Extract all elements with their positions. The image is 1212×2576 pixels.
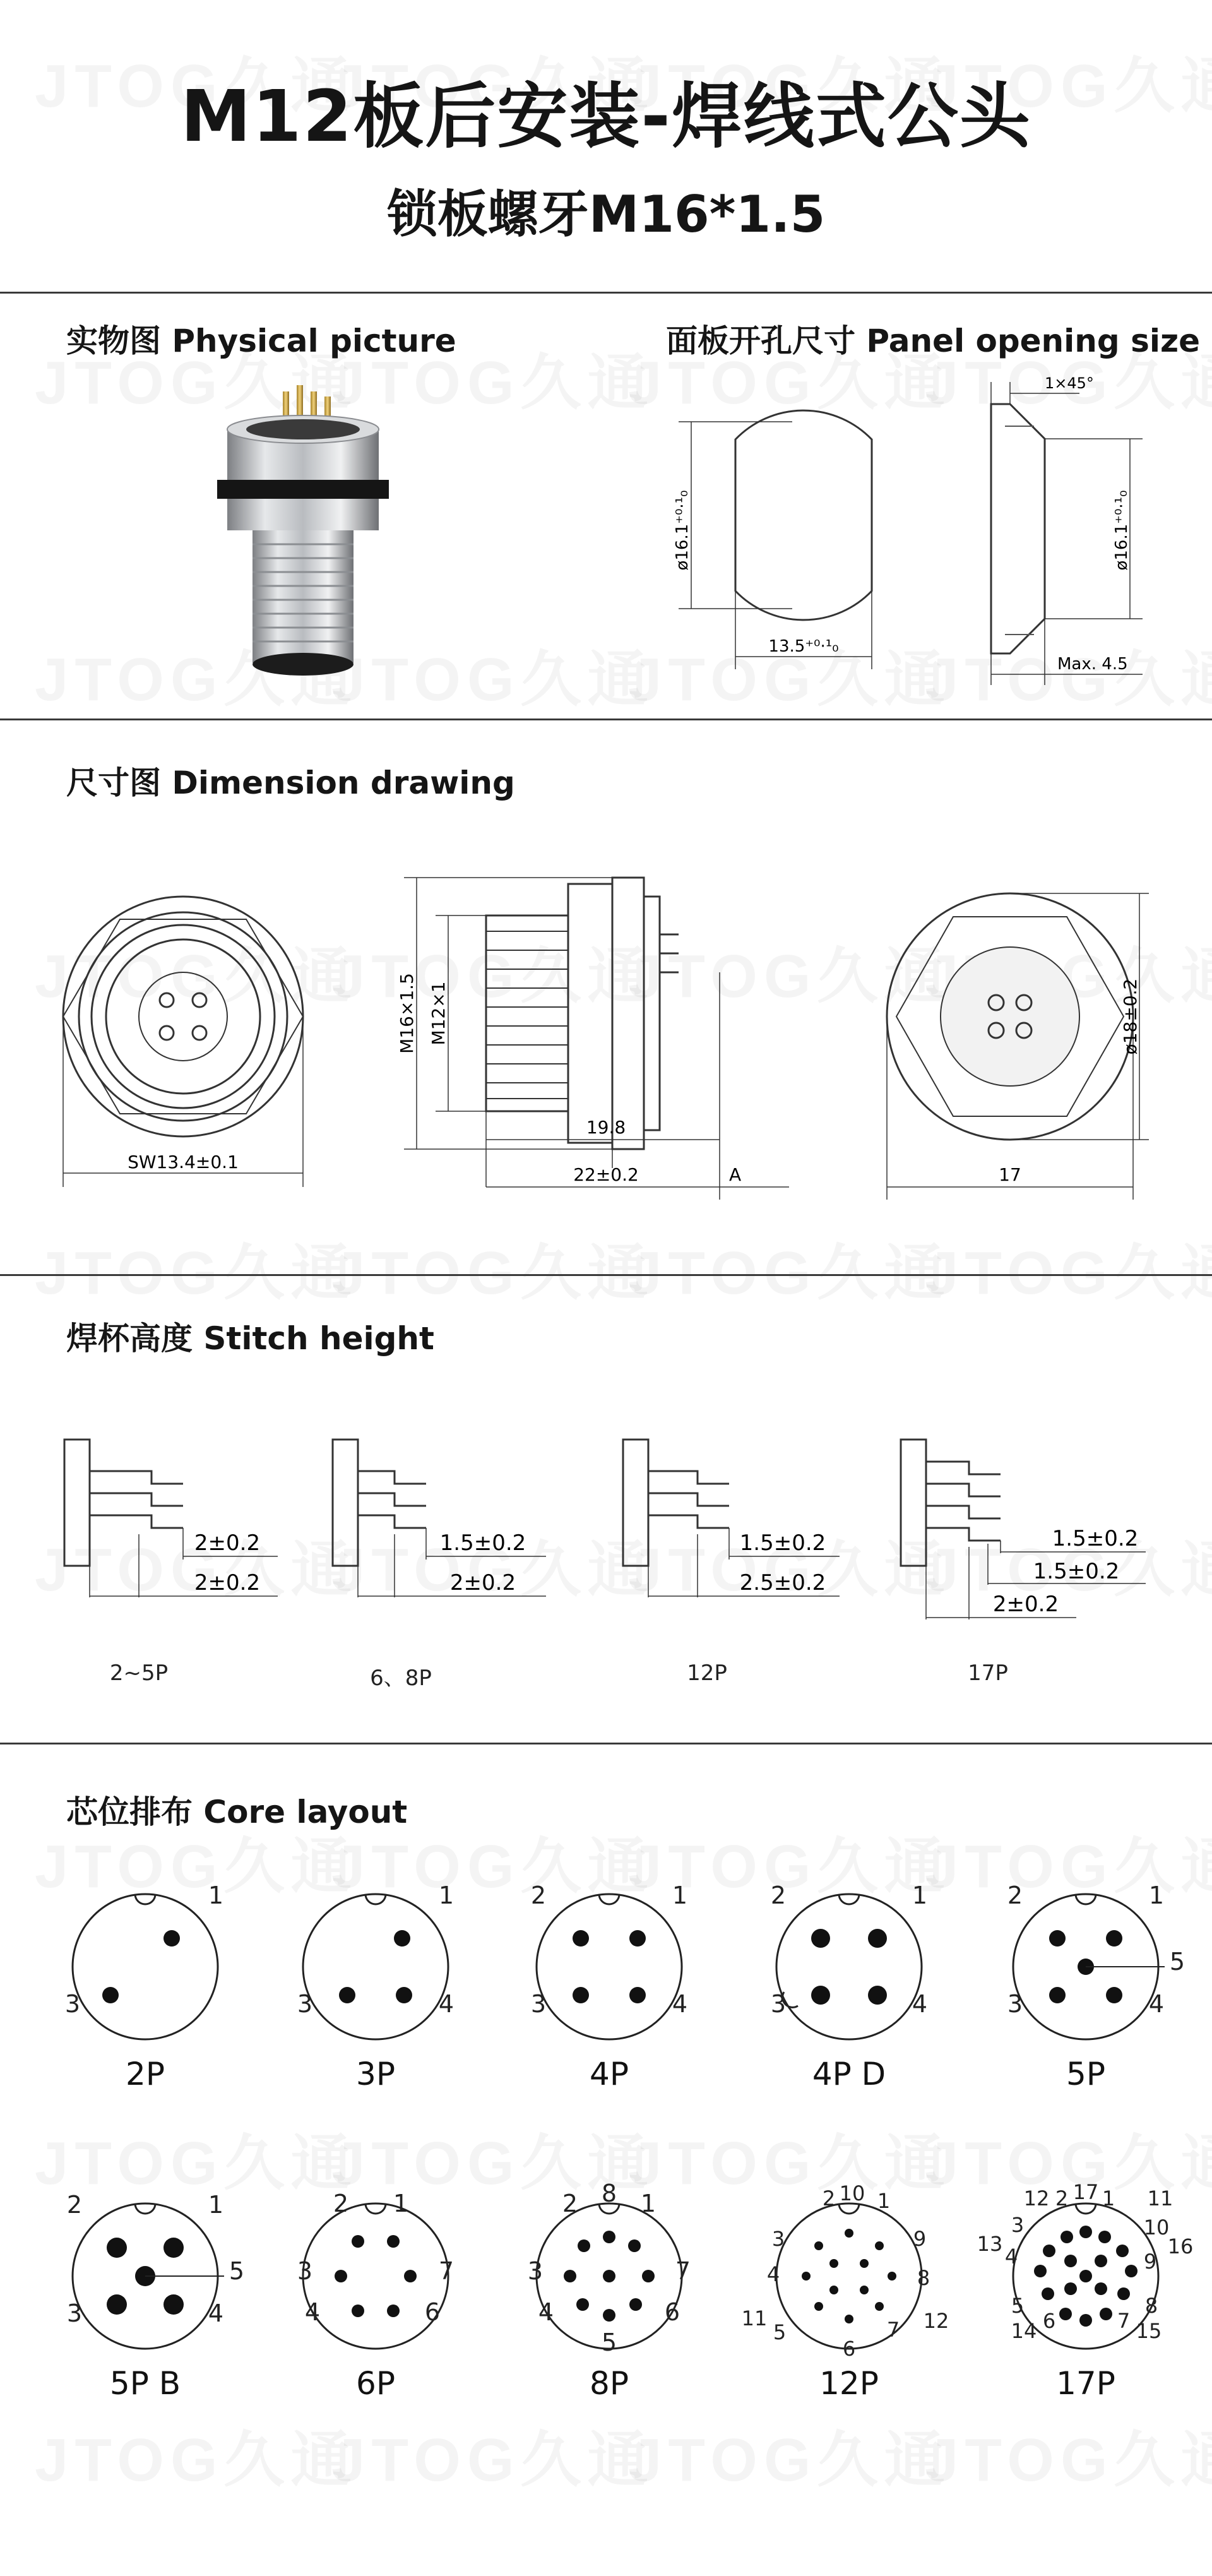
pin-dot xyxy=(814,2241,823,2250)
stitch-dim: 1.5±0.2 xyxy=(439,1530,526,1556)
pin-dot xyxy=(603,2231,615,2243)
pin-number: 7 xyxy=(438,2257,454,2285)
core-layout-name: 8P xyxy=(590,2365,629,2402)
dim-a: A xyxy=(729,1164,742,1185)
pin-dot xyxy=(1059,2308,1072,2320)
dim-m16: M16×1.5 xyxy=(396,973,417,1054)
core-layout-5p xyxy=(972,1856,1199,2096)
pin-number: 8 xyxy=(917,2266,930,2290)
pin-dot xyxy=(564,2270,576,2282)
pin-number: 6 xyxy=(842,2337,856,2361)
pin-dot xyxy=(875,2302,884,2311)
pin-dot xyxy=(845,2315,853,2323)
stitch-dim: 2±0.2 xyxy=(194,1530,261,1556)
watermark-text xyxy=(35,2412,358,2498)
pin-dot xyxy=(845,2229,853,2238)
pin-number: 4 xyxy=(912,1990,928,2018)
pin-dot xyxy=(394,1930,410,1947)
pin-number: 4 xyxy=(208,2299,224,2327)
pin-dot xyxy=(868,1986,887,2005)
pin-number: 3 xyxy=(66,2299,83,2327)
pin-dot xyxy=(629,1987,646,2003)
pin-number: 2 xyxy=(1007,1881,1023,1909)
core-layout-name: 12P xyxy=(819,2365,879,2402)
pin-dot xyxy=(1064,2255,1077,2267)
pin-dot xyxy=(1100,2308,1112,2320)
pin-dot xyxy=(603,2309,615,2322)
stitch-dim: 2±0.2 xyxy=(449,1570,516,1595)
core-layout-name: 3P xyxy=(356,2056,395,2092)
pin-number: 5 xyxy=(229,2257,245,2285)
stitch-label: 17P xyxy=(968,1661,1008,1686)
section-title-core: 芯位排布 Core layout xyxy=(66,1794,408,1830)
pin-number: 15 xyxy=(1136,2319,1162,2343)
pin-dot xyxy=(163,1930,180,1947)
pin-number: 1 xyxy=(912,1881,928,1909)
pin-dot xyxy=(1034,2265,1047,2277)
pin-number: 4 xyxy=(1148,1990,1165,2018)
core-layout-name: 6P xyxy=(356,2365,395,2402)
pin-dot xyxy=(814,2302,823,2311)
pin-dot xyxy=(860,2259,869,2268)
pin-dot xyxy=(396,1987,412,2003)
coding-key xyxy=(839,1894,859,1904)
pin-dot xyxy=(352,2235,364,2248)
pin-number: 14 xyxy=(1011,2319,1037,2343)
pin-dot xyxy=(1106,1930,1122,1947)
pin-number: 3 xyxy=(770,1990,787,2018)
pin-number: 4 xyxy=(538,2298,554,2326)
pin-dot xyxy=(573,1987,589,2003)
pin-dot xyxy=(860,2286,869,2294)
pin-dot xyxy=(1098,2231,1111,2243)
pin-dot xyxy=(1043,2245,1055,2257)
pin-number: 9 xyxy=(1143,2250,1157,2274)
stitch-drawing-17p xyxy=(893,1427,1158,1654)
pin-number: 5 xyxy=(773,2320,787,2344)
dim-dia2: ø16.1⁺⁰·¹₀ xyxy=(1112,490,1131,571)
pin-dot xyxy=(628,2239,641,2252)
core-layout-17p xyxy=(972,2166,1199,2406)
watermark-text xyxy=(331,1225,655,1311)
pin-dot xyxy=(629,1930,646,1947)
watermark-text xyxy=(628,1225,951,1311)
pin-number: 1 xyxy=(672,1881,688,1909)
product-photo xyxy=(189,379,417,688)
pin-dot xyxy=(829,2286,838,2294)
pin-dot xyxy=(1106,1987,1122,2003)
pin-number: 4 xyxy=(672,1990,688,2018)
core-layout-name: 5P B xyxy=(109,2365,181,2402)
pin-number: 17 xyxy=(1072,2180,1099,2204)
pin-number: 2 xyxy=(1055,2186,1069,2210)
stitch-label: 12P xyxy=(687,1661,727,1686)
pin-number: 1 xyxy=(393,2190,409,2217)
section-title-panel: 面板开孔尺寸 Panel opening size xyxy=(666,323,1200,359)
pin-number: 3 xyxy=(297,1990,313,2018)
pin-number: 2 xyxy=(530,1881,547,1909)
pin-number: 4 xyxy=(1004,2245,1018,2269)
side-view-drawing xyxy=(360,871,814,1200)
dim-m12: M12×1 xyxy=(428,981,449,1046)
pin-number: 4 xyxy=(438,1990,454,2018)
pin-number: 1 xyxy=(1102,2186,1115,2210)
pin-number: 4 xyxy=(304,2298,321,2326)
pin-number: 12 xyxy=(1023,2186,1050,2210)
pin-number: 3 xyxy=(1011,2213,1025,2237)
stitch-dim: 2±0.2 xyxy=(194,1570,261,1595)
watermark-text xyxy=(925,1225,1212,1311)
pin-dot xyxy=(1116,2245,1129,2257)
pin-dot xyxy=(576,2298,589,2311)
stitch-label: 2~5P xyxy=(109,1661,169,1686)
coding-key xyxy=(599,1894,619,1904)
pin-dot xyxy=(1079,2226,1092,2238)
pin-dot xyxy=(387,2235,400,2248)
pin-dot xyxy=(404,2270,417,2282)
connector-outline xyxy=(537,1894,682,2039)
dim-sw: SW13.4±0.1 xyxy=(128,1152,239,1172)
watermark-text xyxy=(331,2412,655,2498)
core-layout-name: 4P xyxy=(590,2056,629,2092)
section-title-physical: 实物图 Physical picture xyxy=(66,323,456,359)
pin-number: 2 xyxy=(562,2190,578,2217)
page-subtitle: 锁板螺牙M16*1.5 xyxy=(386,185,826,244)
pin-dot xyxy=(107,2238,127,2258)
pin-dot xyxy=(1064,2282,1077,2295)
core-layout-3p xyxy=(262,1856,489,2096)
pin-dot xyxy=(163,2294,184,2315)
watermark-text xyxy=(35,1225,358,1311)
connector-outline xyxy=(73,1894,218,2039)
pin-number: 16 xyxy=(1167,2234,1194,2258)
dim-max: Max. 4.5 xyxy=(1057,655,1128,674)
pin-number: 5 xyxy=(1011,2294,1025,2318)
pin-dot xyxy=(1117,2287,1130,2300)
core-layout-12p xyxy=(735,2166,963,2406)
pin-number: 2 xyxy=(822,2186,836,2210)
stitch-drawing-12p xyxy=(615,1433,855,1642)
dim-dia1: ø16.1⁺⁰·¹₀ xyxy=(673,490,692,571)
pin-dot xyxy=(1049,1930,1066,1947)
pin-number: 6 xyxy=(424,2298,441,2326)
pin-dot xyxy=(1060,2231,1073,2243)
pin-number: 1 xyxy=(208,1881,224,1909)
pin-number: 3 xyxy=(527,2257,544,2285)
coding-key xyxy=(135,1894,155,1904)
pin-number: 7 xyxy=(675,2257,691,2285)
rear-view-drawing xyxy=(858,871,1174,1212)
pin-dot xyxy=(802,2272,811,2281)
pin-dot xyxy=(603,2270,615,2282)
core-layout-name: 17P xyxy=(1056,2365,1115,2402)
pin-number: 1 xyxy=(208,2191,224,2219)
pin-number: 10 xyxy=(839,2181,865,2205)
connector-outline xyxy=(303,2203,448,2349)
core-layout-name: 2P xyxy=(126,2056,165,2092)
divider xyxy=(0,719,1212,720)
stitch-dim: 1.5±0.2 xyxy=(739,1530,826,1556)
pin-number: 7 xyxy=(886,2318,900,2342)
coding-key xyxy=(1076,2203,1096,2214)
pin-number: 5 xyxy=(1169,1948,1185,1976)
pin-number: 7 xyxy=(1117,2309,1131,2333)
pin-dot xyxy=(875,2241,884,2250)
core-layout-name: 5P xyxy=(1066,2056,1105,2092)
pin-dot xyxy=(107,2294,127,2315)
divider xyxy=(0,292,1212,294)
watermark-text xyxy=(925,2412,1212,2498)
pin-number: 3 xyxy=(530,1990,547,2018)
dim-dia18: ø18±0.2 xyxy=(1120,978,1141,1055)
pin-dot xyxy=(629,2298,642,2311)
stitch-drawing-6-8p xyxy=(325,1433,565,1642)
core-layout-2p xyxy=(32,1856,259,2096)
pin-number: 6 xyxy=(664,2298,680,2326)
coding-key xyxy=(135,2203,155,2214)
pin-number: 4 xyxy=(766,2262,780,2286)
coding-key xyxy=(1076,1894,1096,1904)
pin-number: 1 xyxy=(438,1881,454,1909)
dim-chamfer: 1×45° xyxy=(1045,374,1094,392)
connector-outline xyxy=(776,2203,922,2349)
pin-dot xyxy=(811,1986,830,2005)
pin-number: 3 xyxy=(64,1990,81,2018)
pin-dot xyxy=(1042,2287,1054,2300)
core-layout-name: 4P D xyxy=(812,2056,886,2092)
pin-number: 10 xyxy=(1143,2215,1170,2239)
panel-opening-front xyxy=(666,379,931,688)
core-layout-4p-d xyxy=(735,1856,963,2096)
pin-number: 3 xyxy=(1007,1990,1023,2018)
pin-dot xyxy=(339,1987,355,2003)
page-title: M12板后安装-焊线式公头 xyxy=(181,76,1031,158)
pin-dot xyxy=(1095,2255,1107,2267)
dim-length-1: 19.8 xyxy=(586,1117,626,1138)
pin-number: 11 xyxy=(1147,2186,1173,2210)
watermark-text xyxy=(628,2412,951,2498)
pin-dot xyxy=(352,2305,364,2317)
section-title-dimension: 尺寸图 Dimension drawing xyxy=(66,765,515,801)
core-layout-6p xyxy=(262,2166,489,2406)
connector-outline xyxy=(776,1894,922,2039)
pin-number: 2 xyxy=(333,2190,349,2217)
pin-dot xyxy=(642,2270,655,2282)
pin-number: 2 xyxy=(770,1881,787,1909)
pin-number: 1 xyxy=(1148,1881,1165,1909)
pin-dot xyxy=(811,1929,830,1948)
stitch-dim: 1.5±0.2 xyxy=(1033,1559,1120,1584)
stitch-drawing-2-5p xyxy=(57,1433,297,1642)
pin-number: 2 xyxy=(66,2191,83,2219)
pin-number: 1 xyxy=(640,2190,656,2217)
pin-number: 11 xyxy=(741,2306,768,2330)
front-view-drawing xyxy=(38,871,328,1200)
coding-key xyxy=(365,1894,386,1904)
pin-number: 12 xyxy=(923,2309,949,2333)
pin-dot xyxy=(868,1929,887,1948)
pin-number: 5 xyxy=(601,2329,617,2356)
divider xyxy=(0,1743,1212,1744)
pin-dot xyxy=(1095,2282,1107,2295)
pin-number: 3 xyxy=(297,2257,313,2285)
pin-dot xyxy=(578,2239,590,2252)
pin-number: 3 xyxy=(771,2227,785,2251)
pin-dot xyxy=(829,2259,838,2268)
pin-dot xyxy=(573,1930,589,1947)
stitch-label: 6、8P xyxy=(370,1666,432,1691)
divider xyxy=(0,1274,1212,1276)
pin-dot xyxy=(102,1987,119,2003)
pin-number: 9 xyxy=(913,2227,927,2251)
dim-flat: 13.5⁺⁰·¹₀ xyxy=(768,637,839,656)
connector-outline xyxy=(303,1894,448,2039)
pin-number: 6 xyxy=(1042,2309,1056,2333)
pin-dot xyxy=(1079,2314,1092,2327)
pin-dot xyxy=(1079,2270,1092,2282)
pin-dot xyxy=(387,2305,400,2317)
pin-number: 1 xyxy=(877,2189,891,2213)
stitch-dim: 2±0.2 xyxy=(992,1592,1059,1617)
pin-number: 13 xyxy=(977,2232,1003,2256)
pin-dot xyxy=(1049,1987,1066,2003)
core-layout-4p xyxy=(496,1856,723,2096)
pin-dot xyxy=(335,2270,347,2282)
stitch-dim: 2.5±0.2 xyxy=(739,1570,826,1595)
pin-dot xyxy=(1125,2265,1138,2277)
dim-width-17: 17 xyxy=(999,1164,1021,1185)
pin-dot xyxy=(888,2272,896,2281)
pin-dot xyxy=(163,2238,184,2258)
dim-length-2: 22±0.2 xyxy=(573,1164,639,1185)
pin-number: 8 xyxy=(1144,2294,1158,2318)
core-layout-5p-b xyxy=(32,2166,259,2406)
stitch-dim: 1.5±0.2 xyxy=(1052,1526,1139,1551)
panel-opening-section xyxy=(934,369,1187,688)
core-layout-8p xyxy=(496,2166,723,2406)
pin-number: 8 xyxy=(601,2179,617,2207)
coding-key xyxy=(365,2203,386,2214)
section-title-stitch: 焊杯高度 Stitch height xyxy=(66,1320,434,1357)
